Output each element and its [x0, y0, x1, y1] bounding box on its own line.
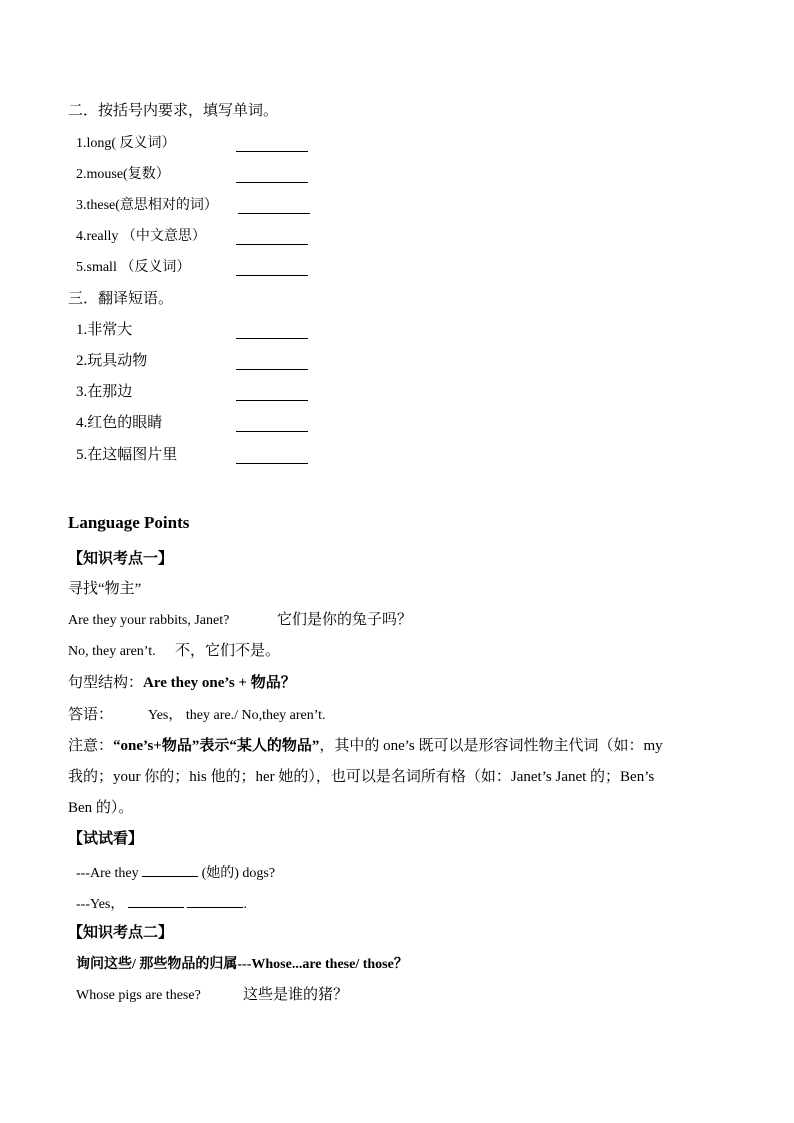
sentence-pattern-line	[68, 674, 296, 692]
section3-item-2: 2.玩具动物	[76, 353, 148, 369]
section2-item-2: 2.mouse(复数）	[76, 167, 170, 182]
answer-blank[interactable]	[236, 244, 308, 245]
try-line-2-end: .	[243, 897, 247, 912]
fill-blank[interactable]	[128, 893, 184, 908]
knowledge-point-2-title: 询问这些/ 那些物品的归属---Whose...are these/ those？	[76, 957, 408, 972]
note-text: ，其中的 one’s 既可以是形容词性物主代词（如：my	[319, 738, 663, 754]
try-it-label: 【试试看】	[68, 831, 144, 847]
knowledge-point-1-label: 【知识考点一】	[68, 551, 174, 567]
answer-blank[interactable]	[236, 400, 308, 401]
example-2-english: No, they aren’t.	[68, 644, 156, 659]
try-line-1	[76, 862, 275, 883]
section3-item-5: 5.在这幅图片里	[76, 447, 178, 463]
try-line-2-start: ---Yes，	[76, 897, 125, 912]
find-owner-line: 寻找“物主”	[68, 581, 142, 597]
note-line-1	[68, 737, 663, 755]
answer-blank[interactable]	[236, 151, 308, 152]
note-line-2: 我的；your 你的；his 他的；her 她的），也可以是名词所有格（如：Janet’s Janet 的；Ben’s	[68, 769, 655, 785]
answer-text: Yes， they are./ No,they aren’t.	[148, 708, 326, 723]
fill-blank[interactable]	[187, 893, 243, 908]
try-line-1-start: ---Are they	[76, 866, 143, 881]
note-label: 注意：	[68, 738, 114, 754]
sentence-pattern-label: 句型结构：	[68, 675, 144, 691]
section3-item-3: 3.在那边	[76, 384, 133, 400]
note-emphasis: “one’s+物品”表示“某人的物品”	[113, 738, 320, 754]
answer-blank[interactable]	[236, 463, 308, 464]
section2-item-1: 1.long( 反义词）	[76, 136, 176, 151]
section2-item-3: 3.these(意思相对的词）	[76, 198, 218, 213]
answer-blank[interactable]	[238, 213, 310, 214]
example-1-chinese: 它们是你的兔子吗？	[277, 612, 413, 628]
section2-title: 二．按括号内要求，填写单词。	[68, 103, 279, 119]
answer-blank[interactable]	[236, 431, 308, 432]
answer-blank[interactable]	[236, 338, 308, 339]
answer-blank[interactable]	[236, 182, 308, 183]
section2-item-4: 4.really （中文意思）	[76, 229, 206, 244]
example-2-chinese: 不，它们不是。	[175, 643, 281, 659]
section3-item-4: 4.红色的眼睛	[76, 415, 163, 431]
example-3-english: Whose pigs are these?	[76, 988, 201, 1003]
answer-blank[interactable]	[236, 275, 308, 276]
answer-label: 答语：	[68, 707, 114, 723]
section3-item-1: 1.非常大	[76, 322, 133, 338]
section3-title: 三．翻译短语。	[68, 291, 174, 307]
try-line-2	[76, 893, 247, 914]
fill-blank[interactable]	[142, 862, 198, 877]
answer-blank[interactable]	[236, 369, 308, 370]
example-3-chinese: 这些是谁的猪？	[243, 987, 349, 1003]
sentence-pattern: Are they one’s + 物品？	[143, 675, 296, 691]
example-1-english: Are they your rabbits, Janet?	[68, 613, 230, 628]
note-line-3: Ben 的）。	[68, 800, 134, 816]
language-points-heading: Language Points	[68, 513, 190, 532]
section2-item-5: 5.small （反义词）	[76, 260, 191, 275]
try-line-1-end: (她的) dogs?	[198, 866, 276, 881]
knowledge-point-2-label: 【知识考点二】	[68, 925, 174, 941]
